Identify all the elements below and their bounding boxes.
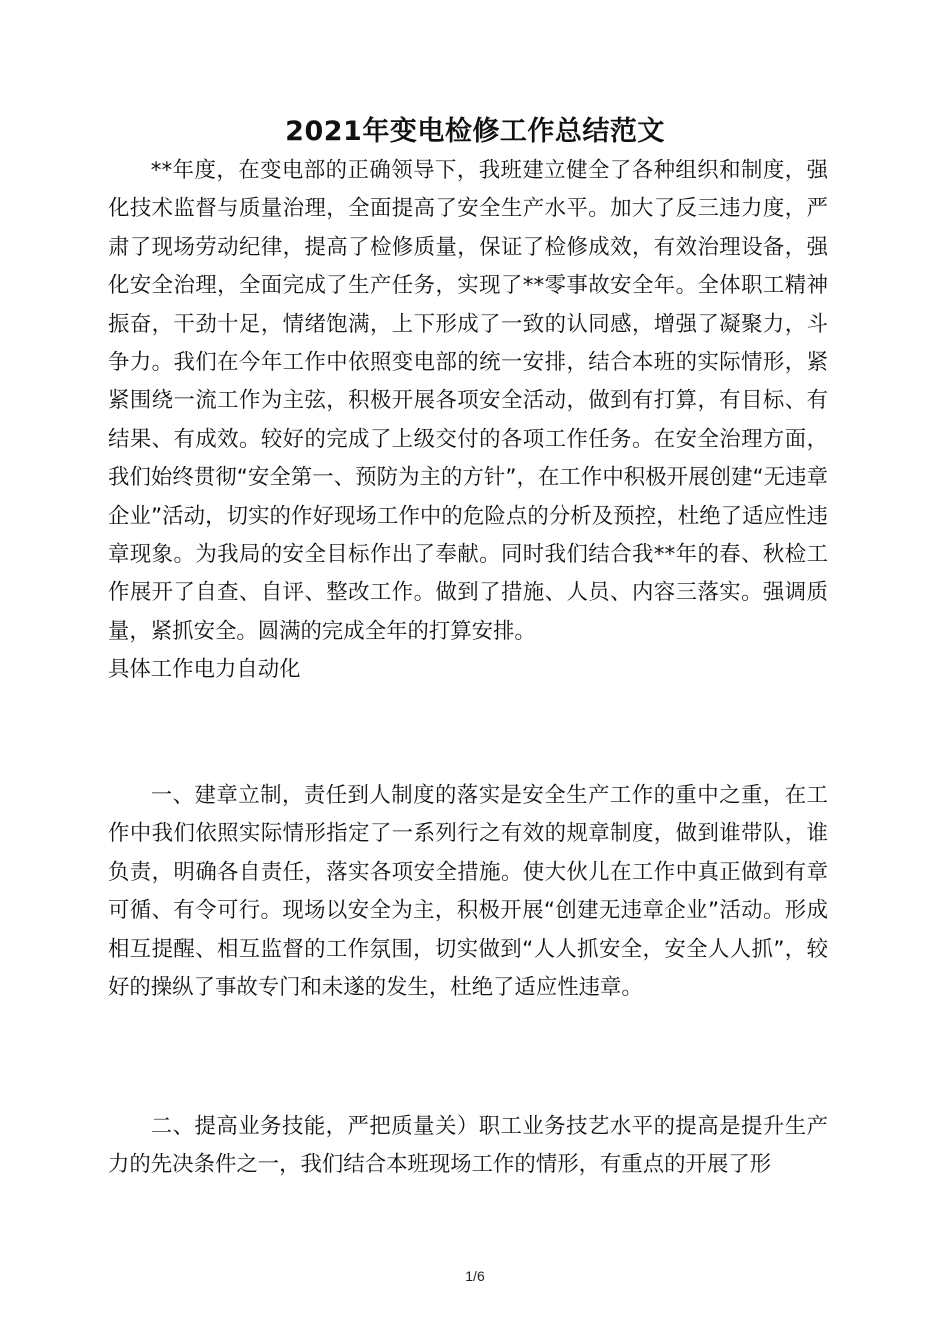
- document-title: 2021年变电检修工作总结范文: [285, 116, 665, 147]
- paragraph-subheading: 具体工作电力自动化: [108, 657, 301, 683]
- paragraph-intro: **年度，在变电部的正确领导下，我班建立健全了各种组织和制度，强化技术监督与质量治理，全面提高了安全生产水平。加大了反三违力度，严肃了现场劳动纪律，提高了检修质量，保证了检修成效，有效治理设备，强化安全治理，全面完成了生产任务，实现了**零事故安全年。全体职工精神振奋，干劲十足，情绪饱满，上下形成了一致的认同感，增强了凝聚力，斗争力。我们在今年工作中依照变电部的统一安排，结合本班的实际情形，紧紧围绕一流工作为主弦，积极开展各项安全活动，做到有打算，有目标、有结果、有成效。较好的完成了上级交付的各项工作任务。在安全治理方面，我们始终贯彻“安全第一、预防为主的方针”，在工作中积极开展创建“无违章企业”活动，切实的作好现场工作中的危险点的分析及预控，杜绝了适应性违章现象。为我局的安全目标作出了奉献。同时我们结合我**年的春、秋检工作展开了自查、自评、整改工作。做到了措施、人员、内容三落实。强调质量，紧抓安全。圆满的完成全年的打算安排。: [108, 158, 828, 644]
- paragraph-item-1: 一、建章立制，责任到人制度的落实是安全生产工作的重中之重，在工作中我们依照实际情形指定了一系列行之有效的规章制度，做到谁带队，谁负责，明确各自责任，落实各项安全措施。使大伙儿在工作中真正做到有章可循、有令可行。现场以安全为主，积极开展“创建无违章企业”活动。形成相互提醒、相互监督的工作氛围，切实做到“人人抓安全，安全人人抓”，较好的操纵了事故专门和未遂的发生，杜绝了适应性违章。: [108, 783, 828, 1001]
- body-section-1: [108, 152, 828, 690]
- paragraph-item-2: 二、提高业务技能，严把质量关）职工业务技艺水平的提高是提升生产力的先决条件之一，我们结合本班现场工作的情形，有重点的开展了形: [108, 1114, 828, 1178]
- body-section-3: [108, 1108, 828, 1185]
- body-section-2: [108, 777, 828, 1007]
- page-number: 1/6: [465, 1268, 485, 1284]
